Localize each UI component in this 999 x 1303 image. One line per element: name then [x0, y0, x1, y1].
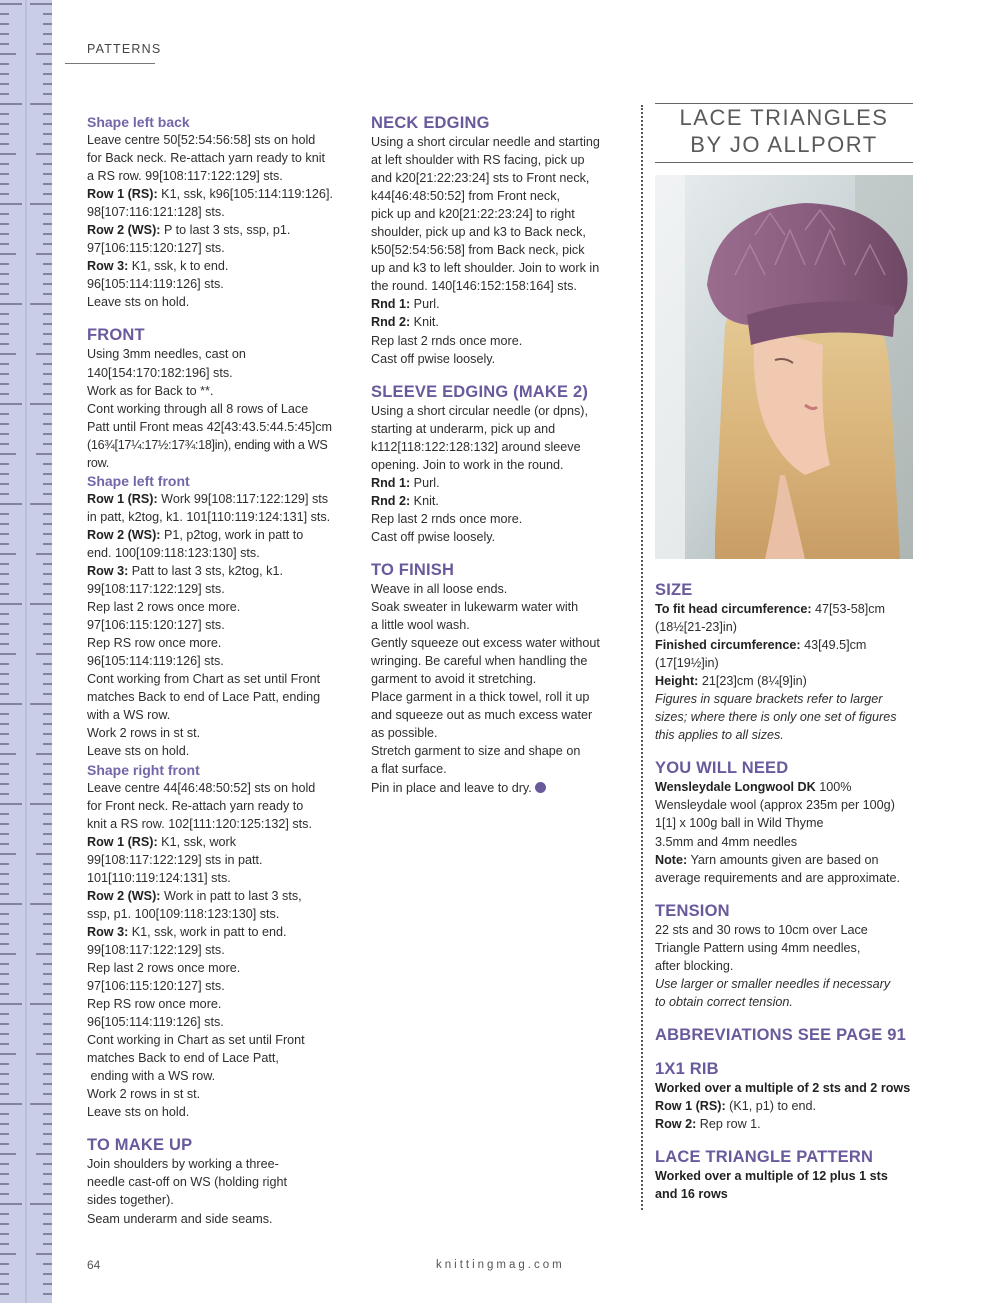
- note-text: sizes; where there is only one set of figures: [655, 710, 897, 725]
- rnd-instruction: [371, 295, 626, 313]
- column-divider: [641, 105, 643, 1210]
- text-line: Leave centre 44[46:48:50:52] sts on hold: [87, 780, 316, 795]
- header-rule: [65, 63, 155, 64]
- text-line: for Back neck. Re-attach yarn ready to knit: [87, 151, 325, 166]
- text-line: Rep RS row once more.: [87, 636, 222, 651]
- size-label: To fit head circumference:: [655, 602, 812, 616]
- page-number: 64: [87, 1258, 101, 1272]
- row-instruction: [87, 185, 349, 203]
- text-line: k112[118:122:128:132] around sleeve: [371, 439, 581, 454]
- row-label: Row 3:: [87, 924, 129, 939]
- rnd-instruction: [371, 474, 626, 492]
- title-line-2: BY JO ALLPORT: [690, 132, 878, 157]
- row-instruction: [87, 923, 349, 941]
- row-instruction: [655, 1115, 920, 1133]
- text-line: Cont working through all 8 rows of Lace: [87, 401, 309, 416]
- text-line: a flat surface.: [371, 762, 447, 777]
- rnd-label: Rnd 1:: [371, 475, 411, 490]
- heading-1x1-rib: 1X1 RIB: [655, 1059, 719, 1078]
- text-line: Work as for Back to **.: [87, 383, 214, 398]
- yarn-text: 100%: [815, 780, 852, 795]
- note-text: Yarn amounts given are based on: [687, 852, 879, 867]
- text-line: Cont working in Chart as set until Front: [87, 1033, 305, 1048]
- note-label: Note:: [655, 852, 688, 867]
- text-line: 140[154:170:182:196] sts.: [87, 365, 233, 380]
- note-line: [655, 708, 920, 726]
- text-line: Patt until Front meas 42[43:43.5:44.5:45]cm: [87, 419, 333, 434]
- row-text: Rep row 1.: [696, 1116, 761, 1131]
- column-middle: [371, 113, 626, 797]
- text-line: Weave in all loose ends.: [371, 581, 508, 596]
- bold-line: [655, 1167, 920, 1185]
- text-line: Rep RS row once more.: [87, 997, 222, 1012]
- text-line: (16¾[17¼:17½:17¾:18]in), ending with a WS row.: [87, 437, 328, 470]
- text-line: Cast off pwise loosely.: [371, 351, 496, 366]
- bold-line: [655, 1079, 920, 1097]
- text-line: 99[108:117:122:129] sts.: [87, 942, 225, 957]
- text-line: Gently squeeze out excess water without: [371, 636, 600, 651]
- text-line: ssp, p1. 100[109:118:123:130] sts.: [87, 906, 280, 921]
- text-line: the round. 140[146:152:158:164] sts.: [371, 279, 577, 294]
- size-line: [655, 672, 920, 690]
- title-line-1: LACE TRIANGLES: [679, 105, 889, 130]
- text-line: a RS row. 99[108:117:122:129] sts.: [87, 169, 283, 184]
- bold-text: Worked over a multiple of 12 plus 1 sts: [655, 1169, 888, 1184]
- text-line: 96[105:114:119:126] sts.: [87, 277, 224, 292]
- row-text: Work 99[108:117:122:129] sts: [157, 491, 329, 506]
- bold-text: and 16 rows: [655, 1187, 728, 1202]
- row-text: K1, ssk, k to end.: [128, 259, 229, 274]
- size-value: 47[53-58]cm: [811, 602, 886, 616]
- rnd-label: Rnd 2:: [371, 315, 411, 330]
- text-line: Seam underarm and side seams.: [87, 1211, 273, 1226]
- row-label: Row 1 (RS):: [87, 834, 158, 849]
- rnd-instruction: [371, 492, 626, 510]
- website-url: knittingmag.com: [436, 1259, 565, 1271]
- text-line: pick up and k20[21:22:23:24] to right: [371, 207, 575, 222]
- text-line: 1[1] x 100g ball in Wild Thyme: [655, 816, 824, 831]
- yarn-name: Wensleydale Longwool DK: [655, 780, 816, 795]
- text-line: 96[105:114:119:126] sts.: [87, 1015, 224, 1030]
- text-line: for Front neck. Re-attach yarn ready to: [87, 798, 304, 813]
- text-line: starting at underarm, pick up and: [371, 421, 556, 436]
- text-line: 22 sts and 30 rows to 10cm over Lace: [655, 922, 868, 937]
- note-line: [655, 690, 920, 708]
- end-mark-icon: [535, 782, 546, 793]
- heading-tension: TENSION: [655, 901, 730, 920]
- text-span: Pin in place and leave to dry.: [371, 780, 532, 795]
- size-label: Height:: [655, 674, 699, 689]
- text-line-final: [371, 779, 626, 797]
- text-line: after blocking.: [655, 958, 734, 973]
- row-instruction: [87, 562, 349, 580]
- heading-shape-left-back: Shape left back: [87, 114, 190, 130]
- text-line: (18½[21-23]in): [655, 620, 737, 635]
- text-line: Leave centre 50[52:54:56:58] sts on hold: [87, 133, 316, 147]
- text-line: needle cast-off on WS (holding right: [87, 1175, 287, 1190]
- text-line: Using a short circular needle (or dpns),: [371, 403, 588, 418]
- text-line: Leave sts on hold.: [87, 1105, 190, 1120]
- bold-text: Worked over a multiple of 2 sts and 2 rows: [655, 1080, 911, 1095]
- text-line: Cont working from Chart as set until Front: [87, 672, 321, 687]
- text-line: garment to avoid it stretching.: [371, 672, 537, 687]
- text-line: opening. Join to work in the round.: [371, 457, 564, 472]
- text-line: knit a RS row. 102[111:120:125:132] sts.: [87, 816, 312, 831]
- heading-sleeve-edging: SLEEVE EDGING (MAKE 2): [371, 382, 589, 401]
- row-label: Row 2:: [655, 1116, 697, 1131]
- row-label: Row 1 (RS):: [87, 187, 158, 202]
- text-line: Work 2 rows in st st.: [87, 726, 201, 741]
- heading-lace-triangle-pattern: LACE TRIANGLE PATTERN: [655, 1148, 874, 1167]
- row-text: (K1, p1) to end.: [725, 1098, 816, 1113]
- hat-photo: [655, 175, 913, 559]
- note-text: Use larger or smaller needles if necessary: [655, 976, 891, 991]
- column-right: [655, 580, 920, 1203]
- note-text: this applies to all sizes.: [655, 728, 784, 743]
- note-line: [655, 993, 920, 1011]
- row-label: Row 1 (RS):: [655, 1098, 726, 1113]
- rnd-instruction: [371, 313, 626, 331]
- text-line: up and k3 to left shoulder. Join to work in: [371, 261, 600, 276]
- text-line: 101[110:119:124:131] sts.: [87, 870, 231, 885]
- row-label: Row 1 (RS):: [87, 491, 158, 506]
- size-label: Finished circumference:: [655, 638, 801, 653]
- text-line: 96[105:114:119:126] sts.: [87, 654, 224, 669]
- ruler-strip: [0, 0, 52, 1303]
- text-line: and k20[21:22:23:24] sts to Front neck,: [371, 171, 590, 186]
- row-text: Patt to last 3 sts, k2tog, k1.: [128, 563, 283, 578]
- note-text: Figures in square brackets refer to larger: [655, 692, 883, 707]
- heading-shape-left-front: Shape left front: [87, 472, 190, 489]
- text-line: 98[107:116:121:128] sts.: [87, 205, 225, 220]
- row-instruction: [87, 887, 349, 905]
- text-line: Leave sts on hold.: [87, 744, 190, 759]
- size-line: [655, 600, 920, 618]
- text-line: a little wool wash.: [371, 618, 470, 633]
- text-line: k50[52:54:56:58] from Back neck, pick: [371, 243, 585, 258]
- text-line: Stretch garment to size and shape on: [371, 744, 581, 759]
- text-line: Place garment in a thick towel, roll it up: [371, 690, 590, 705]
- text-line: 97[106:115:120:127] sts.: [87, 618, 225, 633]
- text-line: 97[106:115:120:127] sts.: [87, 979, 225, 994]
- heading-abbreviations: ABBREVIATIONS SEE PAGE 91: [655, 1025, 907, 1044]
- row-label: Row 2 (WS):: [87, 527, 161, 542]
- row-instruction: [655, 1097, 920, 1115]
- text-line: Rep last 2 rnds once more.: [371, 333, 523, 348]
- text-line: 3.5mm and 4mm needles: [655, 834, 798, 849]
- section-label: PATTERNS: [87, 42, 162, 56]
- text-line: Soak sweater in lukewarm water with: [371, 600, 579, 615]
- text-line: Wensleydale wool (approx 235m per 100g): [655, 798, 895, 813]
- photo-illustration: [655, 175, 913, 559]
- rnd-text: Knit.: [410, 315, 439, 330]
- text-line: Join shoulders by working a three-: [87, 1157, 279, 1172]
- note-line: [655, 851, 920, 869]
- text-line: at left shoulder with RS facing, pick up: [371, 153, 585, 168]
- size-line: [655, 636, 920, 654]
- rnd-text: Purl.: [410, 475, 440, 490]
- row-text: K1, ssk, k96[105:114:119:126].: [157, 187, 333, 202]
- note-line: [655, 975, 920, 993]
- heading-to-make-up: TO MAKE UP: [87, 1136, 193, 1155]
- yarn-line: [655, 778, 920, 796]
- row-text: K1, ssk, work: [157, 834, 237, 849]
- heading-shape-right-front: Shape right front: [87, 761, 200, 778]
- row-instruction: [87, 490, 349, 508]
- text-line: Leave sts on hold.: [87, 295, 190, 310]
- row-text: P to last 3 sts, ssp, p1.: [160, 223, 291, 238]
- column-left: [87, 113, 349, 1228]
- row-label: Row 3:: [87, 563, 129, 578]
- note-text: to obtain correct tension.: [655, 994, 793, 1009]
- text-line: Using a short circular needle and starting: [371, 135, 600, 149]
- size-value: 43[49.5]cm: [800, 638, 867, 653]
- row-label: Row 2 (WS):: [87, 888, 161, 903]
- bold-line: [655, 1185, 920, 1203]
- text-line: 99[108:117:122:129] sts.: [87, 582, 225, 597]
- rnd-label: Rnd 2:: [371, 493, 411, 508]
- text-line: sides together).: [87, 1193, 174, 1208]
- text-line: in patt, k2tog, k1. 101[110:119:124:131] sts.: [87, 509, 331, 524]
- text-line: ending with a WS row.: [87, 1069, 216, 1084]
- ruler-ticks: [0, 0, 52, 1303]
- text-line: Work 2 rows in st st.: [87, 1087, 201, 1102]
- text-line: with a WS row.: [87, 708, 171, 723]
- heading-neck-edging: NECK EDGING: [371, 114, 490, 132]
- row-label: Row 2 (WS):: [87, 223, 161, 238]
- row-instruction: [87, 526, 349, 544]
- text-line: end. 100[109:118:123:130] sts.: [87, 545, 260, 560]
- size-value: 21[23]cm (8¼[9]in): [698, 674, 807, 689]
- text-line: matches Back to end of Lace Patt, ending: [87, 690, 321, 705]
- pattern-title: [655, 103, 913, 163]
- row-instruction: [87, 221, 349, 239]
- row-text: P1, p2tog, work in patt to: [160, 527, 304, 542]
- row-instruction: [87, 257, 349, 275]
- text-line: matches Back to end of Lace Patt,: [87, 1051, 279, 1066]
- text-line: and squeeze out as much excess water: [371, 708, 593, 723]
- text-line: k44[46:48:50:52] from Front neck,: [371, 189, 561, 204]
- row-text: Work in patt to last 3 sts,: [160, 888, 302, 903]
- heading-to-finish: TO FINISH: [371, 560, 455, 579]
- row-text: K1, ssk, work in patt to end.: [128, 924, 287, 939]
- rnd-text: Purl.: [410, 297, 440, 312]
- text-line: Cast off pwise loosely.: [371, 529, 496, 544]
- heading-front: FRONT: [87, 326, 145, 345]
- text-line: Triangle Pattern using 4mm needles,: [655, 940, 861, 955]
- note-line: [655, 726, 920, 744]
- text-line: average requirements and are approximate.: [655, 870, 901, 885]
- text-line: 99[108:117:122:129] sts in patt.: [87, 852, 263, 867]
- heading-you-will-need: YOU WILL NEED: [655, 759, 789, 778]
- heading-size: SIZE: [655, 581, 693, 599]
- text-line: Rep last 2 rnds once more.: [371, 511, 523, 526]
- text-line: Rep last 2 rows once more.: [87, 600, 241, 615]
- text-line: (17[19½]in): [655, 656, 719, 671]
- row-instruction: [87, 833, 349, 851]
- text-line: shoulder, pick up and k3 to Back neck,: [371, 225, 586, 240]
- text-line: wringing. Be careful when handling the: [371, 654, 588, 669]
- text-line: Using 3mm needles, cast on: [87, 347, 246, 362]
- rnd-label: Rnd 1:: [371, 297, 411, 312]
- text-line: as possible.: [371, 726, 438, 741]
- row-label: Row 3:: [87, 259, 129, 274]
- text-line: Rep last 2 rows once more.: [87, 960, 241, 975]
- text-line: 97[106:115:120:127] sts.: [87, 241, 225, 256]
- rnd-text: Knit.: [410, 493, 439, 508]
